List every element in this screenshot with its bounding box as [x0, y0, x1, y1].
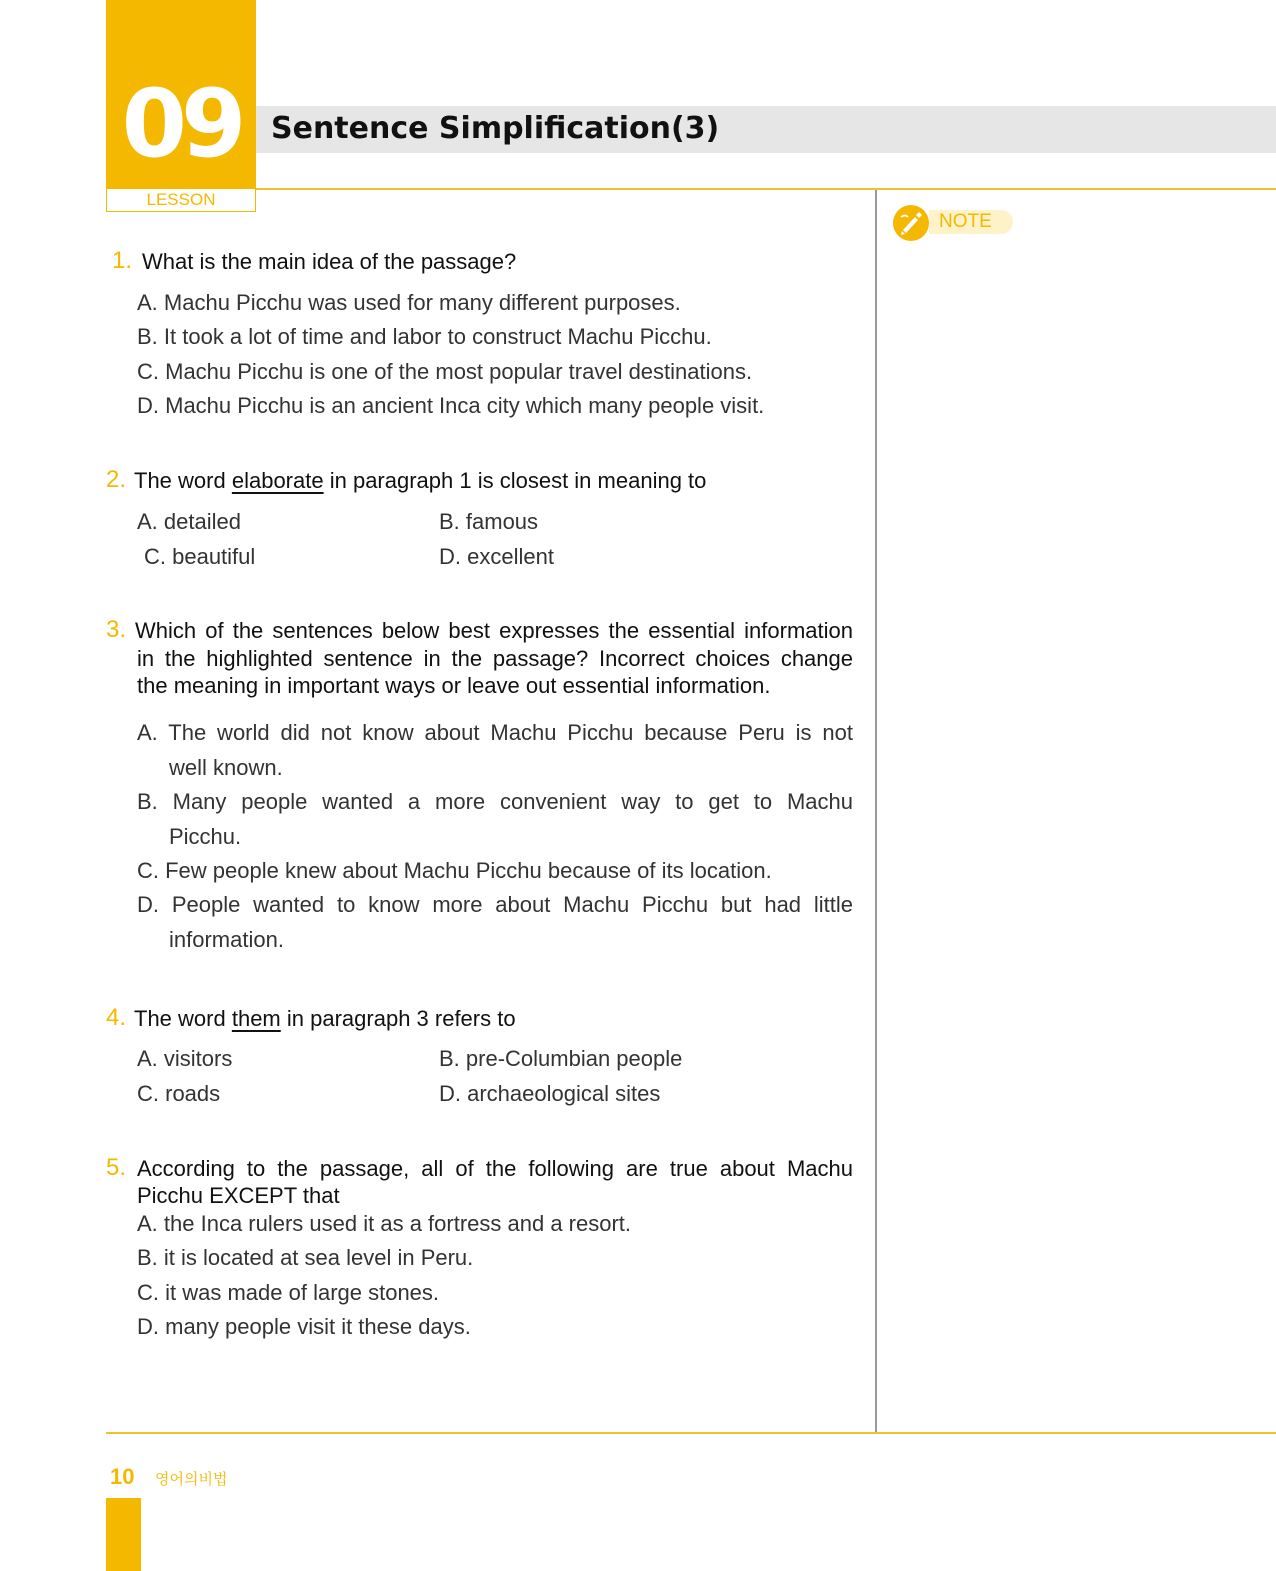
question-number: 5. — [106, 1154, 127, 1181]
prompt-text: in paragraph 1 is closest in meaning to — [329, 468, 707, 493]
question-prompt-line: According to the passage, all of the following are true about Machu — [137, 1156, 853, 1181]
question-number: 1. — [112, 247, 133, 274]
option-d[interactable]: D. Machu Picchu is an ancient Inca city which many people visit. — [137, 393, 765, 418]
prompt-text: The word — [134, 1006, 226, 1031]
option-d-continued: information. — [169, 927, 284, 952]
option-d[interactable]: D. archaeological sites — [439, 1081, 661, 1106]
option-d[interactable]: D. excellent — [439, 544, 554, 569]
question-4 — [106, 1004, 126, 1032]
question-prompt-line: the meaning in important ways or leave out essential information. — [137, 673, 771, 698]
column-divider — [875, 190, 877, 1434]
keyword-underlined: them — [231, 1006, 281, 1031]
option-b[interactable]: B. pre-Columbian people — [439, 1046, 683, 1071]
question-prompt: What is the main idea of the passage? — [142, 249, 517, 274]
option-d[interactable]: D. People wanted to know more about Machu Picchu but had little — [137, 892, 853, 917]
question-number: 3. — [106, 616, 127, 643]
note-pencil-icon — [893, 205, 929, 241]
option-d[interactable]: D. many people visit it these days. — [137, 1314, 471, 1339]
option-a[interactable]: A. The world did not know about Machu Picchu because Peru is not — [137, 720, 853, 745]
question-1 — [112, 247, 132, 275]
option-b[interactable]: B. it is located at sea level in Peru. — [137, 1245, 474, 1270]
option-c[interactable]: C. beautiful — [144, 544, 256, 569]
prompt-text: in paragraph 3 refers to — [286, 1006, 516, 1031]
question-prompt-line: in the highlighted sentence in the passage? Incorrect choices change — [137, 646, 853, 671]
option-b[interactable]: B. It took a lot of time and labor to construct Machu Picchu. — [137, 324, 712, 349]
option-c[interactable]: C. roads — [137, 1081, 221, 1106]
option-a-continued: well known. — [169, 755, 283, 780]
footer-tab — [106, 1498, 141, 1571]
option-a[interactable]: A. Machu Picchu was used for many different purposes. — [137, 290, 681, 315]
option-c[interactable]: C. Machu Picchu is one of the most popular travel destinations. — [137, 359, 753, 384]
question-prompt-line: Which of the sentences below best expresses the essential information — [135, 618, 853, 643]
option-a[interactable]: A. detailed — [137, 509, 241, 534]
option-b[interactable]: B. Many people wanted a more convenient way to get to Machu — [137, 789, 853, 814]
question-prompt — [134, 467, 706, 495]
option-a[interactable]: A. the Inca rulers used it as a fortress and a resort. — [137, 1211, 632, 1236]
lesson-label: LESSON — [146, 190, 216, 209]
note-label: NOTE — [939, 211, 992, 232]
option-b-continued: Picchu. — [169, 824, 242, 849]
question-5 — [106, 1154, 126, 1182]
footer-rule — [106, 1432, 1276, 1434]
lesson-number: 09 — [121, 70, 241, 179]
question-prompt — [134, 1005, 516, 1033]
prompt-text: The word — [134, 468, 226, 493]
option-c[interactable]: C. it was made of large stones. — [137, 1280, 440, 1305]
option-c[interactable]: C. Few people knew about Machu Picchu because of its location. — [137, 858, 772, 883]
question-number: 2. — [106, 466, 127, 493]
keyword-underlined: elaborate — [231, 468, 324, 493]
page-number: 10 — [110, 1464, 135, 1489]
option-a[interactable]: A. visitors — [137, 1046, 233, 1071]
question-2 — [106, 466, 126, 494]
option-b[interactable]: B. famous — [439, 509, 539, 534]
book-title: 영어의비법 — [155, 1471, 228, 1488]
page-title: Sentence Simplification(3) — [271, 111, 720, 146]
question-prompt-line: Picchu EXCEPT that — [137, 1183, 340, 1208]
question-3 — [106, 616, 126, 644]
header-rule — [256, 188, 1276, 190]
question-number: 4. — [106, 1004, 127, 1031]
